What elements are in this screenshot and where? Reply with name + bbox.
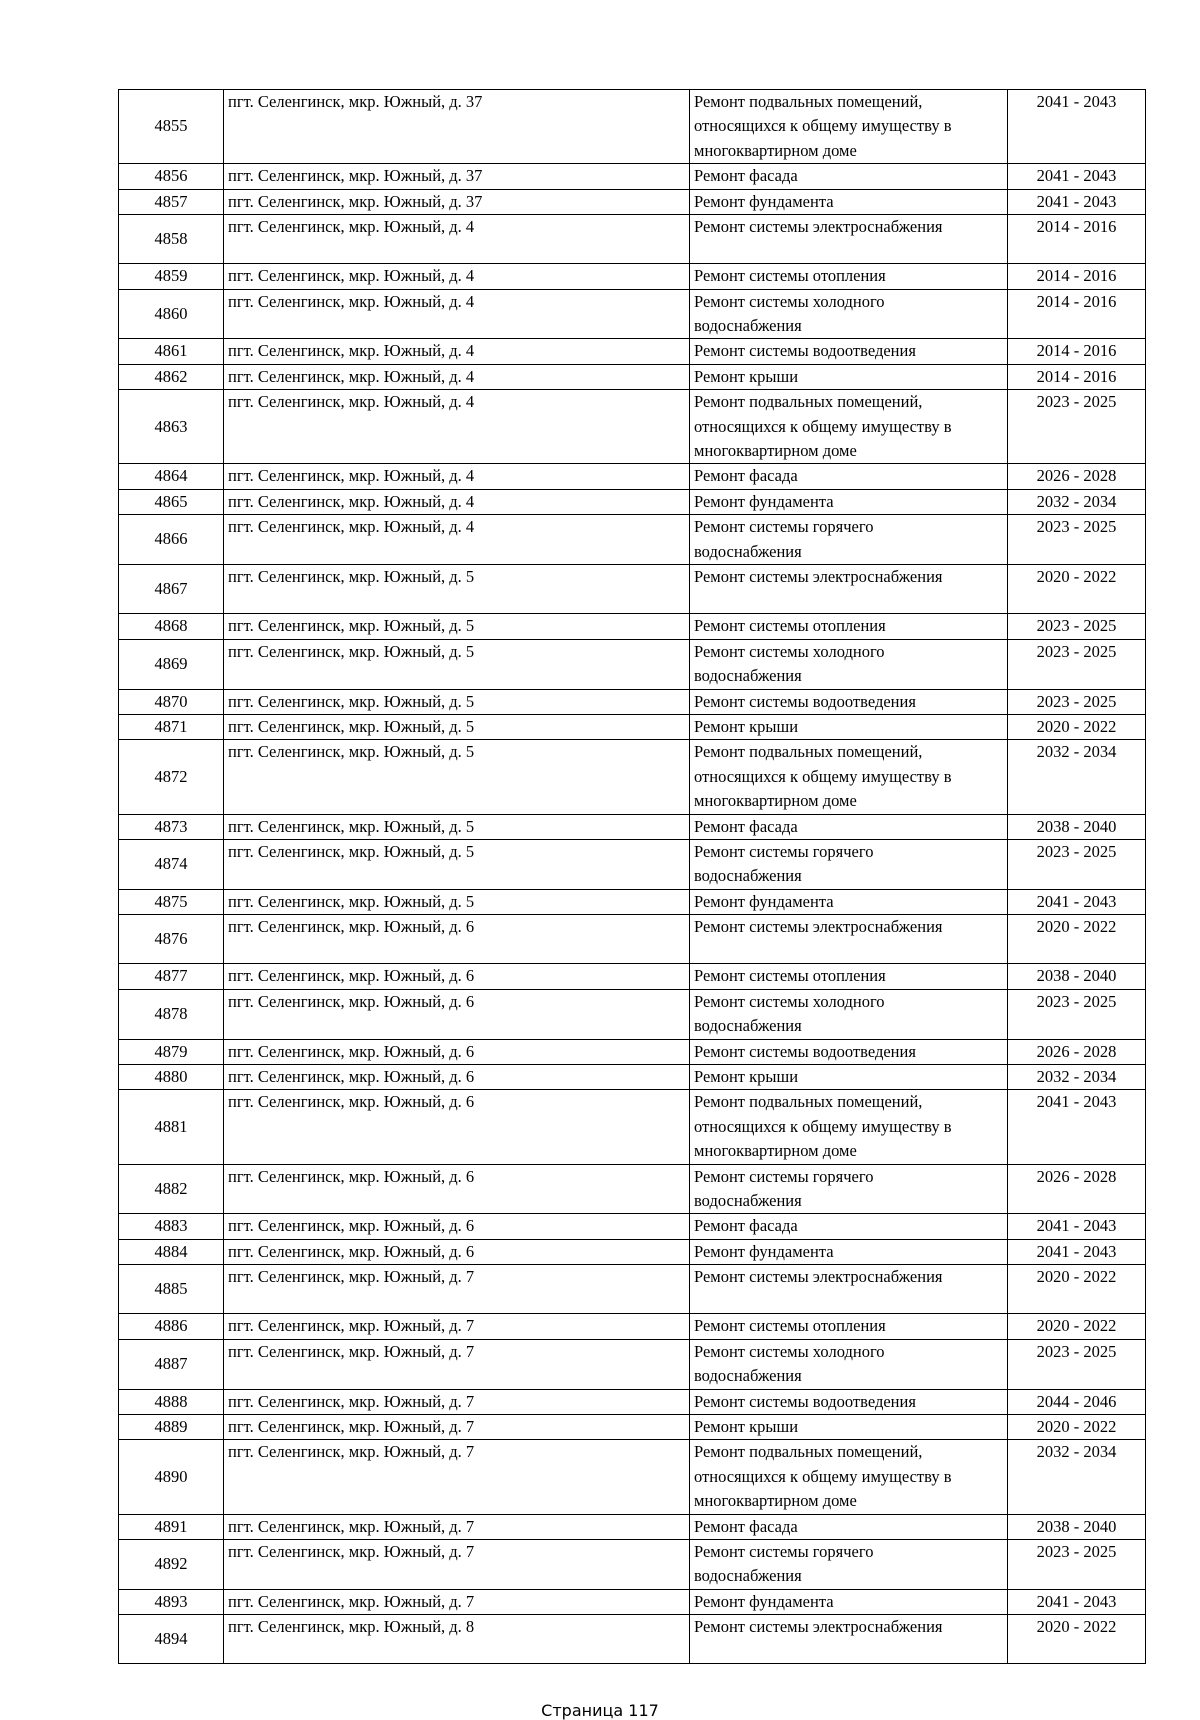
row-number-cell: 4863 — [119, 390, 224, 464]
address-cell: пгт. Селенгинск, мкр. Южный, д. 5 — [224, 839, 690, 889]
table-row — [119, 1164, 1146, 1214]
address-cell: пгт. Селенгинск, мкр. Южный, д. 4 — [224, 264, 690, 289]
row-number-cell: 4861 — [119, 339, 224, 364]
row-number-cell: 4862 — [119, 364, 224, 389]
work-type-cell: Ремонт системы водоотведения — [690, 1039, 1008, 1064]
period-cell: 2023 - 2025 — [1008, 390, 1146, 464]
address-cell: пгт. Селенгинск, мкр. Южный, д. 6 — [224, 1039, 690, 1064]
table-row — [119, 1039, 1146, 1064]
table-row — [119, 1514, 1146, 1539]
work-type-cell: Ремонт системы горячего водоснабжения — [690, 515, 1008, 565]
row-number-cell: 4867 — [119, 565, 224, 614]
address-cell: пгт. Селенгинск, мкр. Южный, д. 4 — [224, 289, 690, 339]
work-type-cell: Ремонт крыши — [690, 1064, 1008, 1089]
table-row — [119, 565, 1146, 614]
period-cell: 2032 - 2034 — [1008, 489, 1146, 514]
table-row — [119, 1090, 1146, 1164]
period-cell: 2023 - 2025 — [1008, 689, 1146, 714]
address-cell: пгт. Селенгинск, мкр. Южный, д. 6 — [224, 915, 690, 964]
table-row — [119, 714, 1146, 739]
table-row — [119, 740, 1146, 814]
work-type-cell: Ремонт фасада — [690, 1214, 1008, 1239]
period-cell: 2041 - 2043 — [1008, 164, 1146, 189]
work-type-cell: Ремонт системы горячего водоснабжения — [690, 1164, 1008, 1214]
work-type-cell: Ремонт подвальных помещений, относящихся к общему имуществу в многоквартирном доме — [690, 1090, 1008, 1164]
period-cell: 2020 - 2022 — [1008, 915, 1146, 964]
address-cell: пгт. Селенгинск, мкр. Южный, д. 5 — [224, 689, 690, 714]
address-cell: пгт. Селенгинск, мкр. Южный, д. 7 — [224, 1265, 690, 1314]
period-cell: 2032 - 2034 — [1008, 740, 1146, 814]
table-row — [119, 1239, 1146, 1264]
work-type-cell: Ремонт системы холодного водоснабжения — [690, 639, 1008, 689]
table-row — [119, 289, 1146, 339]
work-type-cell: Ремонт системы отопления — [690, 1314, 1008, 1339]
address-cell: пгт. Селенгинск, мкр. Южный, д. 6 — [224, 1214, 690, 1239]
table-row — [119, 915, 1146, 964]
work-type-cell: Ремонт системы горячего водоснабжения — [690, 1540, 1008, 1590]
work-type-cell: Ремонт крыши — [690, 364, 1008, 389]
work-type-cell: Ремонт системы электроснабжения — [690, 1265, 1008, 1314]
table-row — [119, 689, 1146, 714]
table-row — [119, 1440, 1146, 1514]
address-cell: пгт. Селенгинск, мкр. Южный, д. 6 — [224, 964, 690, 989]
work-type-cell: Ремонт системы холодного водоснабжения — [690, 1339, 1008, 1389]
row-number-cell: 4859 — [119, 264, 224, 289]
period-cell: 2026 - 2028 — [1008, 464, 1146, 489]
work-type-cell: Ремонт крыши — [690, 1415, 1008, 1440]
address-cell: пгт. Селенгинск, мкр. Южный, д. 4 — [224, 515, 690, 565]
period-cell: 2014 - 2016 — [1008, 364, 1146, 389]
period-cell: 2023 - 2025 — [1008, 1540, 1146, 1590]
row-number-cell: 4889 — [119, 1415, 224, 1440]
work-type-cell: Ремонт подвальных помещений, относящихся к общему имуществу в многоквартирном доме — [690, 90, 1008, 164]
work-type-cell: Ремонт подвальных помещений, относящихся к общему имуществу в многоквартирном доме — [690, 1440, 1008, 1514]
row-number-cell: 4875 — [119, 889, 224, 914]
work-type-cell: Ремонт системы холодного водоснабжения — [690, 989, 1008, 1039]
work-type-cell: Ремонт фасада — [690, 814, 1008, 839]
period-cell: 2020 - 2022 — [1008, 1265, 1146, 1314]
address-cell: пгт. Селенгинск, мкр. Южный, д. 7 — [224, 1415, 690, 1440]
table-row — [119, 614, 1146, 639]
row-number-cell: 4883 — [119, 1214, 224, 1239]
period-cell: 2023 - 2025 — [1008, 515, 1146, 565]
work-type-cell: Ремонт подвальных помещений, относящихся к общему имуществу в многоквартирном доме — [690, 740, 1008, 814]
period-cell: 2020 - 2022 — [1008, 565, 1146, 614]
work-type-cell: Ремонт системы холодного водоснабжения — [690, 289, 1008, 339]
row-number-cell: 4868 — [119, 614, 224, 639]
table-row — [119, 364, 1146, 389]
work-type-cell: Ремонт системы отопления — [690, 614, 1008, 639]
row-number-cell: 4856 — [119, 164, 224, 189]
work-type-cell: Ремонт системы электроснабжения — [690, 565, 1008, 614]
row-number-cell: 4890 — [119, 1440, 224, 1514]
period-cell: 2038 - 2040 — [1008, 964, 1146, 989]
work-type-cell: Ремонт фасада — [690, 464, 1008, 489]
table-row — [119, 989, 1146, 1039]
period-cell: 2041 - 2043 — [1008, 1214, 1146, 1239]
table-row — [119, 639, 1146, 689]
work-type-cell: Ремонт фундамента — [690, 489, 1008, 514]
address-cell: пгт. Селенгинск, мкр. Южный, д. 7 — [224, 1540, 690, 1590]
row-number-cell: 4876 — [119, 915, 224, 964]
row-number-cell: 4882 — [119, 1164, 224, 1214]
work-type-cell: Ремонт системы водоотведения — [690, 689, 1008, 714]
address-cell: пгт. Селенгинск, мкр. Южный, д. 6 — [224, 1164, 690, 1214]
work-type-cell: Ремонт фасада — [690, 164, 1008, 189]
page-number: Страница 117 — [541, 1701, 659, 1720]
period-cell: 2041 - 2043 — [1008, 1090, 1146, 1164]
table-row — [119, 489, 1146, 514]
address-cell: пгт. Селенгинск, мкр. Южный, д. 5 — [224, 565, 690, 614]
table-row — [119, 264, 1146, 289]
address-cell: пгт. Селенгинск, мкр. Южный, д. 7 — [224, 1589, 690, 1614]
address-cell: пгт. Селенгинск, мкр. Южный, д. 6 — [224, 1064, 690, 1089]
work-type-cell: Ремонт системы электроснабжения — [690, 915, 1008, 964]
period-cell: 2041 - 2043 — [1008, 1589, 1146, 1614]
row-number-cell: 4871 — [119, 714, 224, 739]
row-number-cell: 4866 — [119, 515, 224, 565]
address-cell: пгт. Селенгинск, мкр. Южный, д. 6 — [224, 1090, 690, 1164]
period-cell: 2020 - 2022 — [1008, 1415, 1146, 1440]
address-cell: пгт. Селенгинск, мкр. Южный, д. 4 — [224, 364, 690, 389]
period-cell: 2014 - 2016 — [1008, 215, 1146, 264]
table-row — [119, 1615, 1146, 1664]
period-cell: 2038 - 2040 — [1008, 1514, 1146, 1539]
address-cell: пгт. Селенгинск, мкр. Южный, д. 6 — [224, 1239, 690, 1264]
period-cell: 2041 - 2043 — [1008, 90, 1146, 164]
period-cell: 2041 - 2043 — [1008, 189, 1146, 214]
period-cell: 2023 - 2025 — [1008, 614, 1146, 639]
table-row — [119, 1389, 1146, 1414]
address-cell: пгт. Селенгинск, мкр. Южный, д. 7 — [224, 1314, 690, 1339]
work-type-cell: Ремонт системы электроснабжения — [690, 215, 1008, 264]
work-type-cell: Ремонт системы отопления — [690, 264, 1008, 289]
row-number-cell: 4894 — [119, 1615, 224, 1664]
table-row — [119, 464, 1146, 489]
address-cell: пгт. Селенгинск, мкр. Южный, д. 5 — [224, 639, 690, 689]
table-row — [119, 1589, 1146, 1614]
work-type-cell: Ремонт системы горячего водоснабжения — [690, 839, 1008, 889]
work-type-cell: Ремонт фундамента — [690, 1589, 1008, 1614]
table-row — [119, 1064, 1146, 1089]
table-row — [119, 1339, 1146, 1389]
address-cell: пгт. Селенгинск, мкр. Южный, д. 4 — [224, 390, 690, 464]
work-type-cell: Ремонт системы электроснабжения — [690, 1615, 1008, 1664]
row-number-cell: 4872 — [119, 740, 224, 814]
table-row — [119, 1265, 1146, 1314]
row-number-cell: 4887 — [119, 1339, 224, 1389]
table-row — [119, 814, 1146, 839]
row-number-cell: 4873 — [119, 814, 224, 839]
table-row — [119, 339, 1146, 364]
row-number-cell: 4878 — [119, 989, 224, 1039]
row-number-cell: 4874 — [119, 839, 224, 889]
period-cell: 2032 - 2034 — [1008, 1440, 1146, 1514]
address-cell: пгт. Селенгинск, мкр. Южный, д. 5 — [224, 740, 690, 814]
row-number-cell: 4858 — [119, 215, 224, 264]
address-cell: пгт. Селенгинск, мкр. Южный, д. 5 — [224, 889, 690, 914]
row-number-cell: 4891 — [119, 1514, 224, 1539]
table-row — [119, 189, 1146, 214]
period-cell: 2023 - 2025 — [1008, 989, 1146, 1039]
table-row — [119, 515, 1146, 565]
address-cell: пгт. Селенгинск, мкр. Южный, д. 8 — [224, 1615, 690, 1664]
row-number-cell: 4886 — [119, 1314, 224, 1339]
row-number-cell: 4884 — [119, 1239, 224, 1264]
period-cell: 2020 - 2022 — [1008, 1615, 1146, 1664]
period-cell: 2026 - 2028 — [1008, 1164, 1146, 1214]
row-number-cell: 4864 — [119, 464, 224, 489]
table-row — [119, 90, 1146, 164]
work-type-cell: Ремонт фундамента — [690, 889, 1008, 914]
address-cell: пгт. Селенгинск, мкр. Южный, д. 37 — [224, 90, 690, 164]
row-number-cell: 4865 — [119, 489, 224, 514]
work-type-cell: Ремонт фундамента — [690, 1239, 1008, 1264]
table-row — [119, 889, 1146, 914]
work-type-cell: Ремонт системы водоотведения — [690, 339, 1008, 364]
work-type-cell: Ремонт фундамента — [690, 189, 1008, 214]
period-cell: 2044 - 2046 — [1008, 1389, 1146, 1414]
period-cell: 2023 - 2025 — [1008, 1339, 1146, 1389]
table-row — [119, 390, 1146, 464]
period-cell: 2014 - 2016 — [1008, 339, 1146, 364]
period-cell: 2023 - 2025 — [1008, 839, 1146, 889]
row-number-cell: 4855 — [119, 90, 224, 164]
row-number-cell: 4881 — [119, 1090, 224, 1164]
address-cell: пгт. Селенгинск, мкр. Южный, д. 5 — [224, 614, 690, 639]
row-number-cell: 4880 — [119, 1064, 224, 1089]
row-number-cell: 4870 — [119, 689, 224, 714]
table-row — [119, 1314, 1146, 1339]
period-cell: 2023 - 2025 — [1008, 639, 1146, 689]
period-cell: 2041 - 2043 — [1008, 1239, 1146, 1264]
row-number-cell: 4892 — [119, 1540, 224, 1590]
address-cell: пгт. Селенгинск, мкр. Южный, д. 4 — [224, 339, 690, 364]
work-type-cell: Ремонт системы водоотведения — [690, 1389, 1008, 1414]
row-number-cell: 4893 — [119, 1589, 224, 1614]
address-cell: пгт. Селенгинск, мкр. Южный, д. 7 — [224, 1440, 690, 1514]
row-number-cell: 4885 — [119, 1265, 224, 1314]
period-cell: 2020 - 2022 — [1008, 714, 1146, 739]
row-number-cell: 4869 — [119, 639, 224, 689]
row-number-cell: 4888 — [119, 1389, 224, 1414]
period-cell: 2032 - 2034 — [1008, 1064, 1146, 1089]
table-row — [119, 1415, 1146, 1440]
work-type-cell: Ремонт крыши — [690, 714, 1008, 739]
period-cell: 2041 - 2043 — [1008, 889, 1146, 914]
address-cell: пгт. Селенгинск, мкр. Южный, д. 5 — [224, 814, 690, 839]
row-number-cell: 4877 — [119, 964, 224, 989]
address-cell: пгт. Селенгинск, мкр. Южный, д. 7 — [224, 1339, 690, 1389]
row-number-cell: 4857 — [119, 189, 224, 214]
row-number-cell: 4879 — [119, 1039, 224, 1064]
table-row — [119, 964, 1146, 989]
period-cell: 2020 - 2022 — [1008, 1314, 1146, 1339]
address-cell: пгт. Селенгинск, мкр. Южный, д. 7 — [224, 1389, 690, 1414]
table-row — [119, 1214, 1146, 1239]
address-cell: пгт. Селенгинск, мкр. Южный, д. 37 — [224, 189, 690, 214]
address-cell: пгт. Селенгинск, мкр. Южный, д. 6 — [224, 989, 690, 1039]
period-cell: 2038 - 2040 — [1008, 814, 1146, 839]
work-type-cell: Ремонт подвальных помещений, относящихся к общему имуществу в многоквартирном доме — [690, 390, 1008, 464]
address-cell: пгт. Селенгинск, мкр. Южный, д. 4 — [224, 489, 690, 514]
period-cell: 2026 - 2028 — [1008, 1039, 1146, 1064]
address-cell: пгт. Селенгинск, мкр. Южный, д. 4 — [224, 464, 690, 489]
table-row — [119, 839, 1146, 889]
address-cell: пгт. Селенгинск, мкр. Южный, д. 7 — [224, 1514, 690, 1539]
period-cell: 2014 - 2016 — [1008, 264, 1146, 289]
row-number-cell: 4860 — [119, 289, 224, 339]
table-row — [119, 215, 1146, 264]
repair-schedule-table — [118, 89, 1146, 1664]
table-body — [119, 90, 1146, 1664]
table-row — [119, 164, 1146, 189]
period-cell: 2014 - 2016 — [1008, 289, 1146, 339]
table-row — [119, 1540, 1146, 1590]
address-cell: пгт. Селенгинск, мкр. Южный, д. 4 — [224, 215, 690, 264]
work-type-cell: Ремонт фасада — [690, 1514, 1008, 1539]
address-cell: пгт. Селенгинск, мкр. Южный, д. 37 — [224, 164, 690, 189]
work-type-cell: Ремонт системы отопления — [690, 964, 1008, 989]
address-cell: пгт. Селенгинск, мкр. Южный, д. 5 — [224, 714, 690, 739]
